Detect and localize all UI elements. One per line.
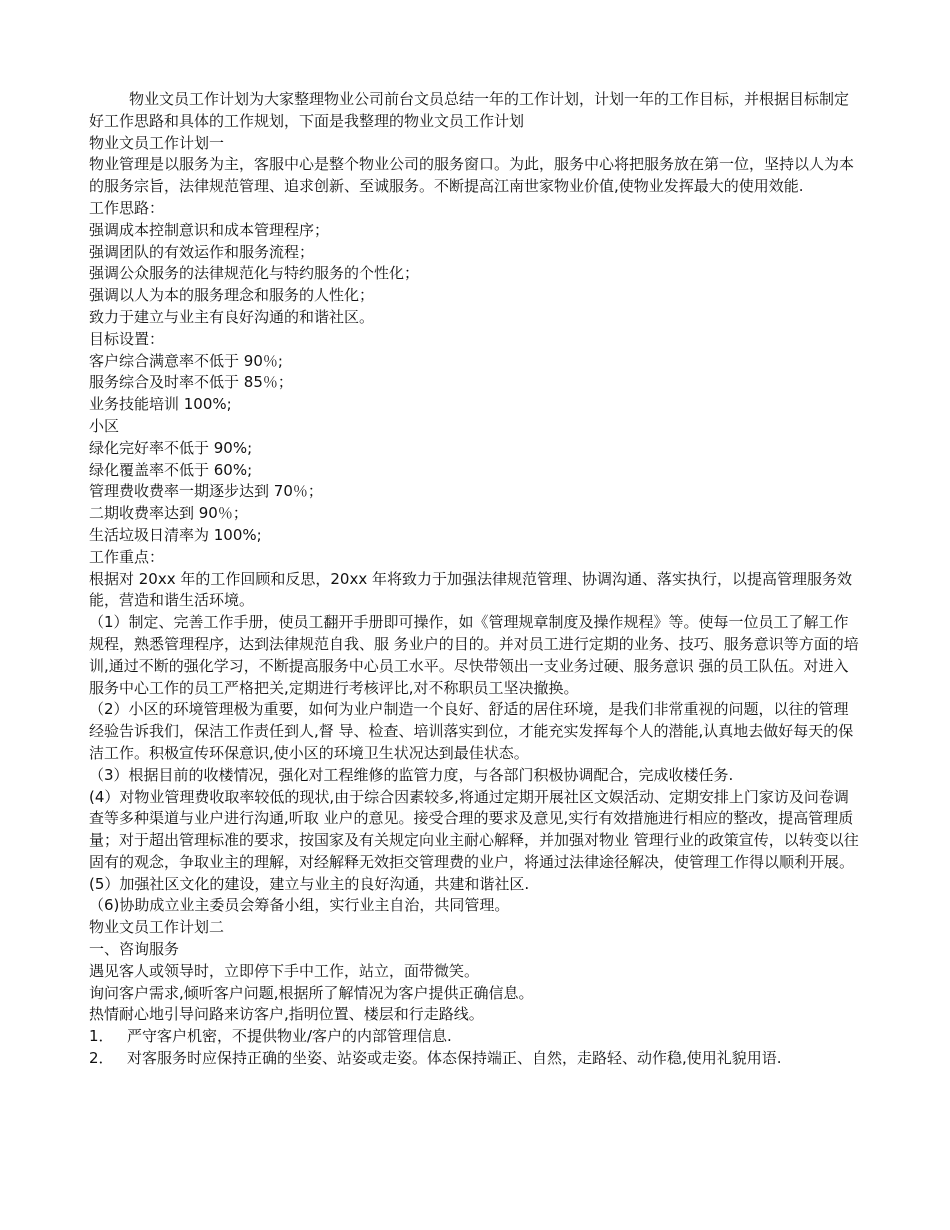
target-line: 绿化覆盖率不低于 60%;	[89, 460, 253, 479]
focus-item: （6)协助成立业主委员会筹备小组，实行业主自治，共同管理。	[89, 896, 510, 915]
target-line: 生活垃圾日清率为 100%;	[89, 525, 262, 544]
focus-intro: 根据对 20xx 年的工作回顾和反思，20xx 年将致力于加强法律规范管理、协调沟通、落实执行，以提高管理服务效能，营造和谐生活环境。	[89, 569, 852, 610]
item-number: 2．	[89, 1049, 114, 1068]
item-text: 对客服务时应保持正确的坐姿、站姿或走姿。体态保持端正、自然，走路轻、动作稳,使用礼貌用语.	[127, 1049, 782, 1068]
focus-item: (4）对物业管理费收取率较低的现状,由于综合因素较多,将通过定期开展社区文娱活动、定期安排上门家访及问卷调查等多种渠道与业户进行沟通,听取 业户的意见。接受合理的要求及意见,实行有效措施进行相应的整改，提高管理质量；对于超出管理标准的要求，按国家及有关规定向业主耐心解释，并加强对物业 管理行业的政策宣传，以转变以往固有的观念，争取业主的理解，对经解释无效拒交管理费的业户，将通过法律途径解决，使管理工作得以顺利开展。	[89, 787, 859, 871]
plan1-title: 物业文员工作计划一	[89, 133, 225, 152]
focus-item: （1）制定、完善工作手册，使员工翻开手册即可操作，如《管理规章制度及操作规程》等。使每一位员工了解工作规程，熟悉管理程序，达到法律规范自我、服 务业户的目的。并对员工进行定期的业务、技巧、服务意识等方面的培训,通过不断的强化学习，不断提高服务中心员工水平。尽快带领出一支业务过硬、服务意识 强的员工队伍。对进入服务中心工作的员工严格把关,定期进行考核评比,对不称职员工坚决撤换。	[89, 613, 859, 697]
section1-line: 遇见客人或领导时，立即停下手中工作，站立，面带微笑。	[89, 961, 480, 980]
numbered-item	[89, 1026, 861, 1048]
idea-line: 强调成本控制意识和成本管理程序；	[89, 220, 330, 239]
intro-paragraph: 物业文员工作计划为大家整理物业公司前台文员总结一年的工作计划，计划一年的工作目标，并根据目标制定好工作思路和具体的工作规划，下面是我整理的物业文员工作计划	[89, 90, 850, 130]
ideas-heading: 工作思路：	[89, 198, 165, 217]
idea-line: 强调团队的有效运作和服务流程；	[89, 242, 315, 261]
target-line: 管理费收费率一期逐步达到 70％；	[89, 482, 323, 501]
section1-line: 热情耐心地引导问路来访客户,指明位置、楼层和行走路线。	[89, 1005, 484, 1024]
target-line: 小区	[89, 416, 120, 435]
item-number: 1．	[89, 1027, 114, 1046]
item-text: 严守客户机密，不提供物业/客户的内部管理信息.	[127, 1027, 452, 1046]
focus-item: （2）小区的环境管理极为重要，如何为业户制造一个良好、舒适的居住环境，是我们非常重视的问题，以往的管理经验告诉我们，保洁工作责任到人,督 导、检查、培训落实到位，才能充实发挥每个人的潜能,认真地去做好每天的保洁工作。积极宣传环保意识,使小区的环境卫生状况达到最佳状态。	[89, 700, 854, 762]
focus-heading: 工作重点：	[89, 547, 165, 566]
idea-line: 强调以人为本的服务理念和服务的人性化；	[89, 286, 375, 305]
focus-item: （3）根据目前的收楼情况，强化对工程维修的监管力度，与各部门积极协调配合，完成收楼任务.	[89, 765, 734, 784]
idea-line: 致力于建立与业主有良好沟通的和谐社区。	[89, 307, 375, 326]
numbered-item	[89, 1048, 861, 1070]
plan2-title: 物业文员工作计划二	[89, 918, 225, 937]
target-line: 业务技能培训 100%;	[89, 395, 232, 414]
section1-line: 询问客户需求,倾听客户问题,根据所了解情况为客户提供正确信息。	[89, 983, 534, 1002]
plan1-overview: 物业管理是以服务为主，客服中心是整个物业公司的服务窗口。为此，服务中心将把服务放在第一位，坚持以人为本的服务宗旨，法律规范管理、追求创新、至诚服务。不断提高江南世家物业价值,使物业发挥最大的使用效能.	[89, 155, 855, 196]
document-body	[89, 89, 861, 1070]
targets-heading: 目标设置：	[89, 329, 165, 348]
target-line: 二期收费率达到 90％；	[89, 504, 248, 523]
target-line: 绿化完好率不低于 90%;	[89, 438, 253, 457]
target-line: 服务综合及时率不低于 85％；	[89, 373, 293, 392]
focus-item: (5）加强社区文化的建设，建立与业主的良好沟通，共建和谐社区.	[89, 874, 530, 893]
target-line: 客户综合满意率不低于 90％;	[89, 351, 283, 370]
section1-heading: 一、咨询服务	[89, 940, 180, 959]
idea-line: 强调公众服务的法律规范化与特约服务的个性化；	[89, 264, 420, 283]
